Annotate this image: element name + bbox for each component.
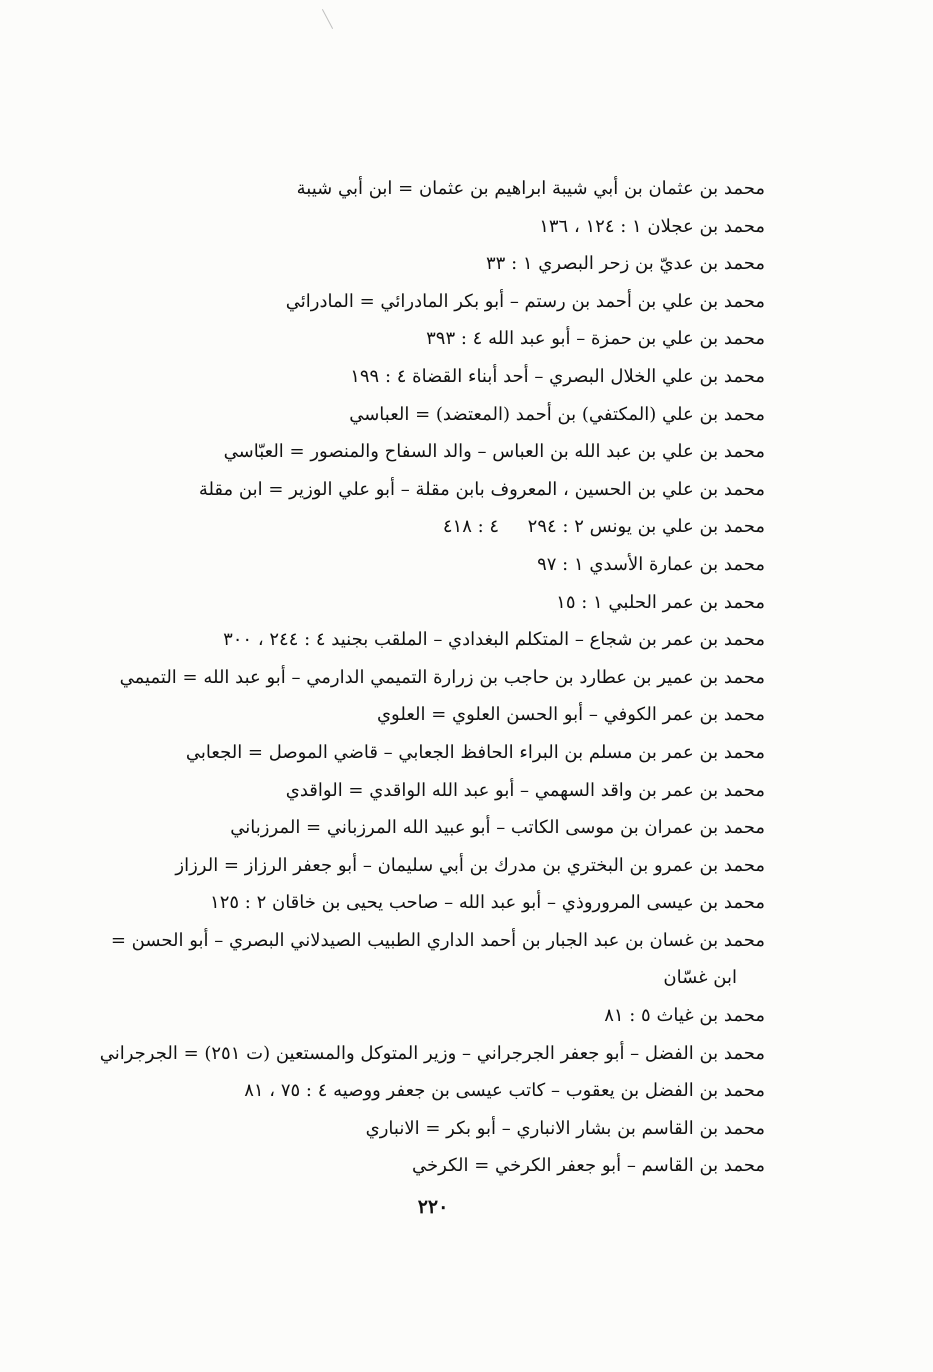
index-entry: محمد بن علي بن الحسين ، المعروف بابن مقلة – أبو علي الوزير = ابن مقلة bbox=[198, 478, 765, 500]
index-entry: محمد بن عمر بن مسلم بن البراء الحافظ الجعابي – قاضي الموصل = الجعابي bbox=[185, 741, 765, 763]
index-entry: محمد بن عثمان بن أبي شيبة ابراهيم بن عثمان = ابن أبي شيبة bbox=[296, 178, 765, 199]
index-entry: محمد بن عمارة الأسدي ١ : ٩٧ bbox=[537, 553, 765, 575]
index-entry: محمد بن علي الخلال البصري – أحد أبناء القضاة ٤ : ١٩٩ bbox=[350, 365, 765, 387]
index-entry: محمد بن عمر بن واقد السهمي – أبو عبد الله الواقدي = الواقدي bbox=[285, 779, 765, 801]
index-entry: محمد بن عيسى المروروذي – أبو عبد الله – صاحب يحيى بن خاقان ٢ : ١٢٥ bbox=[210, 892, 765, 914]
index-entry: محمد بن عمر الكوفي – أبو الحسن العلوي = العلوي bbox=[376, 704, 765, 726]
index-entry: محمد بن علي (المكتفي) بن أحمد (المعتضد) = العباسي bbox=[349, 403, 765, 425]
index-entry: محمد بن عجلان ١ : ١٢٤ ، ١٣٦ bbox=[539, 215, 765, 237]
index-entry: محمد بن القاسم بن بشار الانباري – أبو بكر = الانباري bbox=[365, 1117, 765, 1139]
index-entry-wrapped bbox=[105, 922, 765, 997]
index-entry: محمد بن علي بن عبد الله بن العباس – والد السفاح والمنصور = العبّاسي bbox=[223, 441, 765, 463]
index-entry: محمد بن غياث ٥ : ٨١ bbox=[604, 1005, 765, 1027]
index-entry: محمد بن عمر بن شجاع – المتكلم البغدادي – الملقب بجنيد ٤ : ٢٤٤ ، ٣٠٠ bbox=[223, 629, 765, 651]
index-entry: محمد بن علي بن حمزة – أبو عبد الله ٤ : ٣٩٣ bbox=[426, 328, 765, 350]
index-entry: محمد بن الفضل – أبو جعفر الجرجراني – وزير المتوكل والمستعين (ت ٢٥١) = الجرجراني bbox=[99, 1042, 765, 1064]
scan-mark bbox=[322, 9, 333, 29]
page-number: ٢٢٠ bbox=[417, 1196, 449, 1218]
index-entry: محمد بن عمران بن موسى الكاتب – أبو عبيد الله المرزباني = المرزباني bbox=[230, 817, 765, 839]
index-entry: محمد بن علي بن أحمد بن رستم – أبو بكر المادرائي = المادرائي bbox=[285, 290, 765, 312]
index-entry: محمد بن عمرو بن البختري بن مدرك بن أبي سليمان – أبو جعفر الرزاز = الرزاز bbox=[175, 854, 765, 876]
index-entry: محمد بن عمر الحلبي ١ : ١٥ bbox=[556, 591, 765, 613]
index-entry-continuation: ابن غسّان bbox=[663, 967, 737, 989]
index-entry: محمد بن عديّ بن زحر البصري ١ : ٣٣ bbox=[486, 253, 765, 275]
index-entry: محمد بن القاسم – أبو جعفر الكرخي = الكرخي bbox=[412, 1155, 765, 1177]
index-entry: محمد بن الفضل بن يعقوب – كاتب عيسى بن جعفر ووصيه ٤ : ٧٥ ، ٨١ bbox=[244, 1080, 765, 1102]
index-entry: محمد بن علي بن يونس ٢ : ٢٩٤ ٤ : ٤١٨ bbox=[442, 516, 765, 538]
index-entries bbox=[99, 170, 765, 1185]
index-entry: محمد بن عمير بن عطارد بن حاجب بن زرارة التميمي الدارمي – أبو عبد الله = التميمي bbox=[119, 666, 765, 688]
index-entry-first-line: محمد بن غسان بن عبد الجبار بن أحمد الداري الطبيب الصيدلاني البصري – أبو الحسن = bbox=[110, 929, 765, 951]
